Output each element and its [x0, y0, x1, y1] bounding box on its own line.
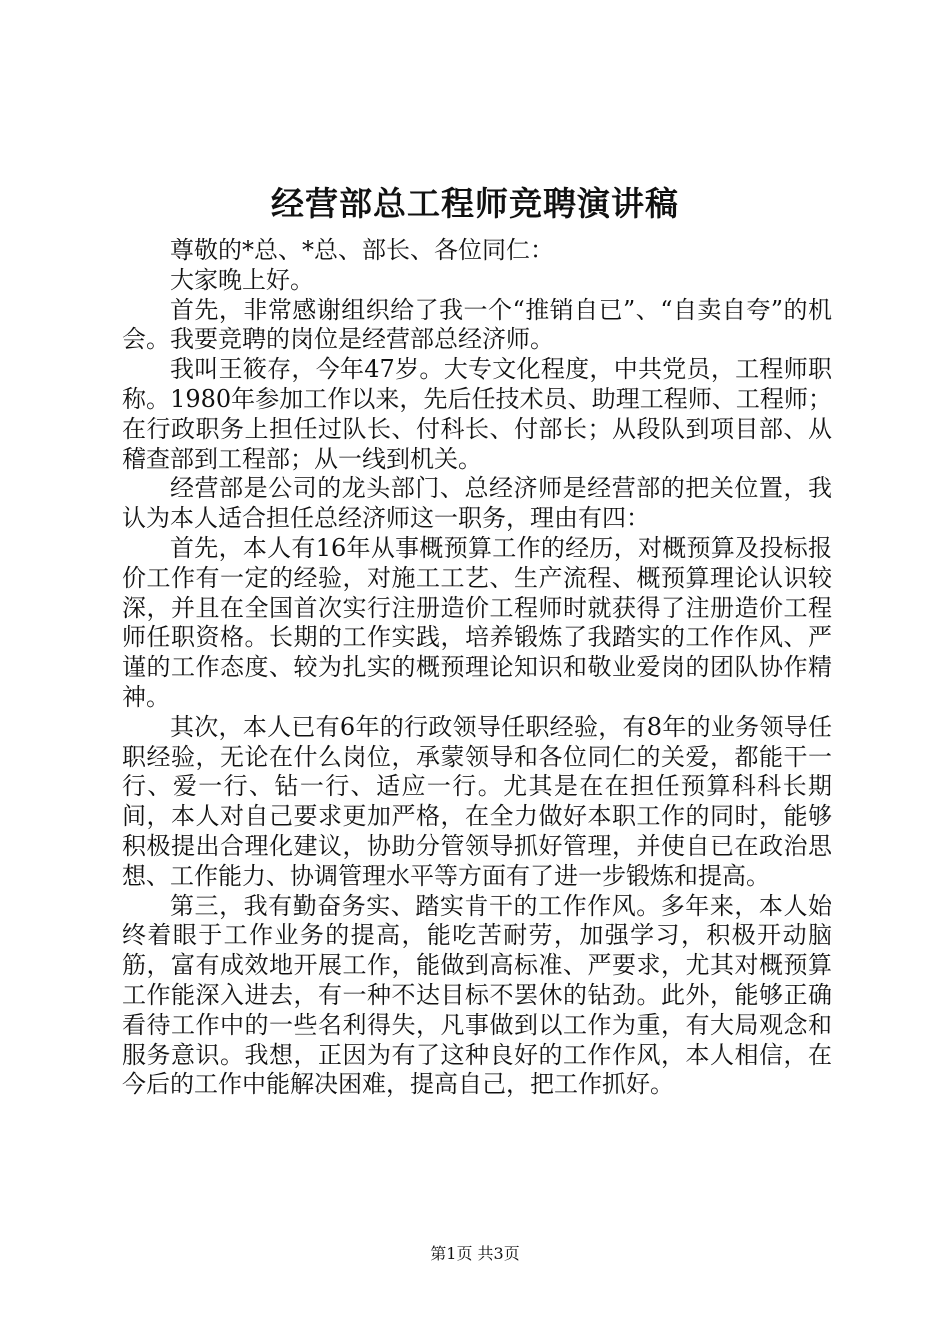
salutation: 尊敬的*总、*总、部长、各位同仁： — [170, 236, 554, 264]
document-body — [122, 236, 832, 1100]
paragraph-reasons-lead: 经营部是公司的龙头部门、总经济师是经营部的把关位置，我认为本人适合担任总经济师这一职务，理由有四： — [122, 474, 832, 533]
document-title: 经营部总工程师竞聘演讲稿 — [271, 184, 679, 223]
page-number-footer: 第1页 共3页 — [430, 1244, 520, 1263]
paragraph-reason-second: 其次，本人已有6年的行政领导任职经验，有8年的业务领导任职经验，无论在什么岗位，承蒙领导和各位同仁的关爱，都能干一行、爱一行、钻一行、适应一行。尤其是在在担任预算科科长期间，本人对自己要求更加严格，在全力做好本职工作的同时，能够积极提出合理化建议，协助分管领导抓好管理，并使自已在政治思想、工作能力、协调管理水平等方面有了进一步锻炼和提高。 — [122, 712, 832, 890]
paragraph-self-introduction: 我叫王筱存，今年47岁。大专文化程度，中共党员，工程师职称。1980年参加工作以来，先后任技术员、助理工程师、工程师；在行政职务上担任过队长、付科长、付部长；从段队到项目部、从稽查部到工程部；从一线到机关。 — [122, 355, 832, 473]
paragraph-reason-third: 第三，我有勤奋务实、踏实肯干的工作作风。多年来，本人始终着眼于工作业务的提高，能吃苦耐劳，加强学习，积极开动脑筋，富有成效地开展工作，能做到高标准、严要求，尤其对概预算工作能深入进去，有一种不达目标不罢休的钻劲。此外，能够正确看待工作中的一些名利得失，凡事做到以工作为重，有大局观念和服务意识。我想，正因为有了这种良好的工作作风，本人相信，在今后的工作中能解决困难，提高自己，把工作抓好。 — [122, 891, 832, 1099]
paragraph-intro: 首先，非常感谢组织给了我一个“推销自已”、“自卖自夸”的机会。我要竞聘的岗位是经营部总经济师。 — [122, 295, 832, 354]
paragraph-reason-first: 首先，本人有16年从事概预算工作的经历，对概预算及投标报价工作有一定的经验，对施工工艺、生产流程、概预算理论认识较深，并且在全国首次实行注册造价工程师时就获得了注册造价工程师任职资格。长期的工作实践，培养锻炼了我踏实的工作作风、严谨的工作态度、较为扎实的概预理论知识和敬业爱岗的团队协作精神。 — [122, 533, 832, 711]
greeting: 大家晚上好。 — [170, 265, 314, 294]
